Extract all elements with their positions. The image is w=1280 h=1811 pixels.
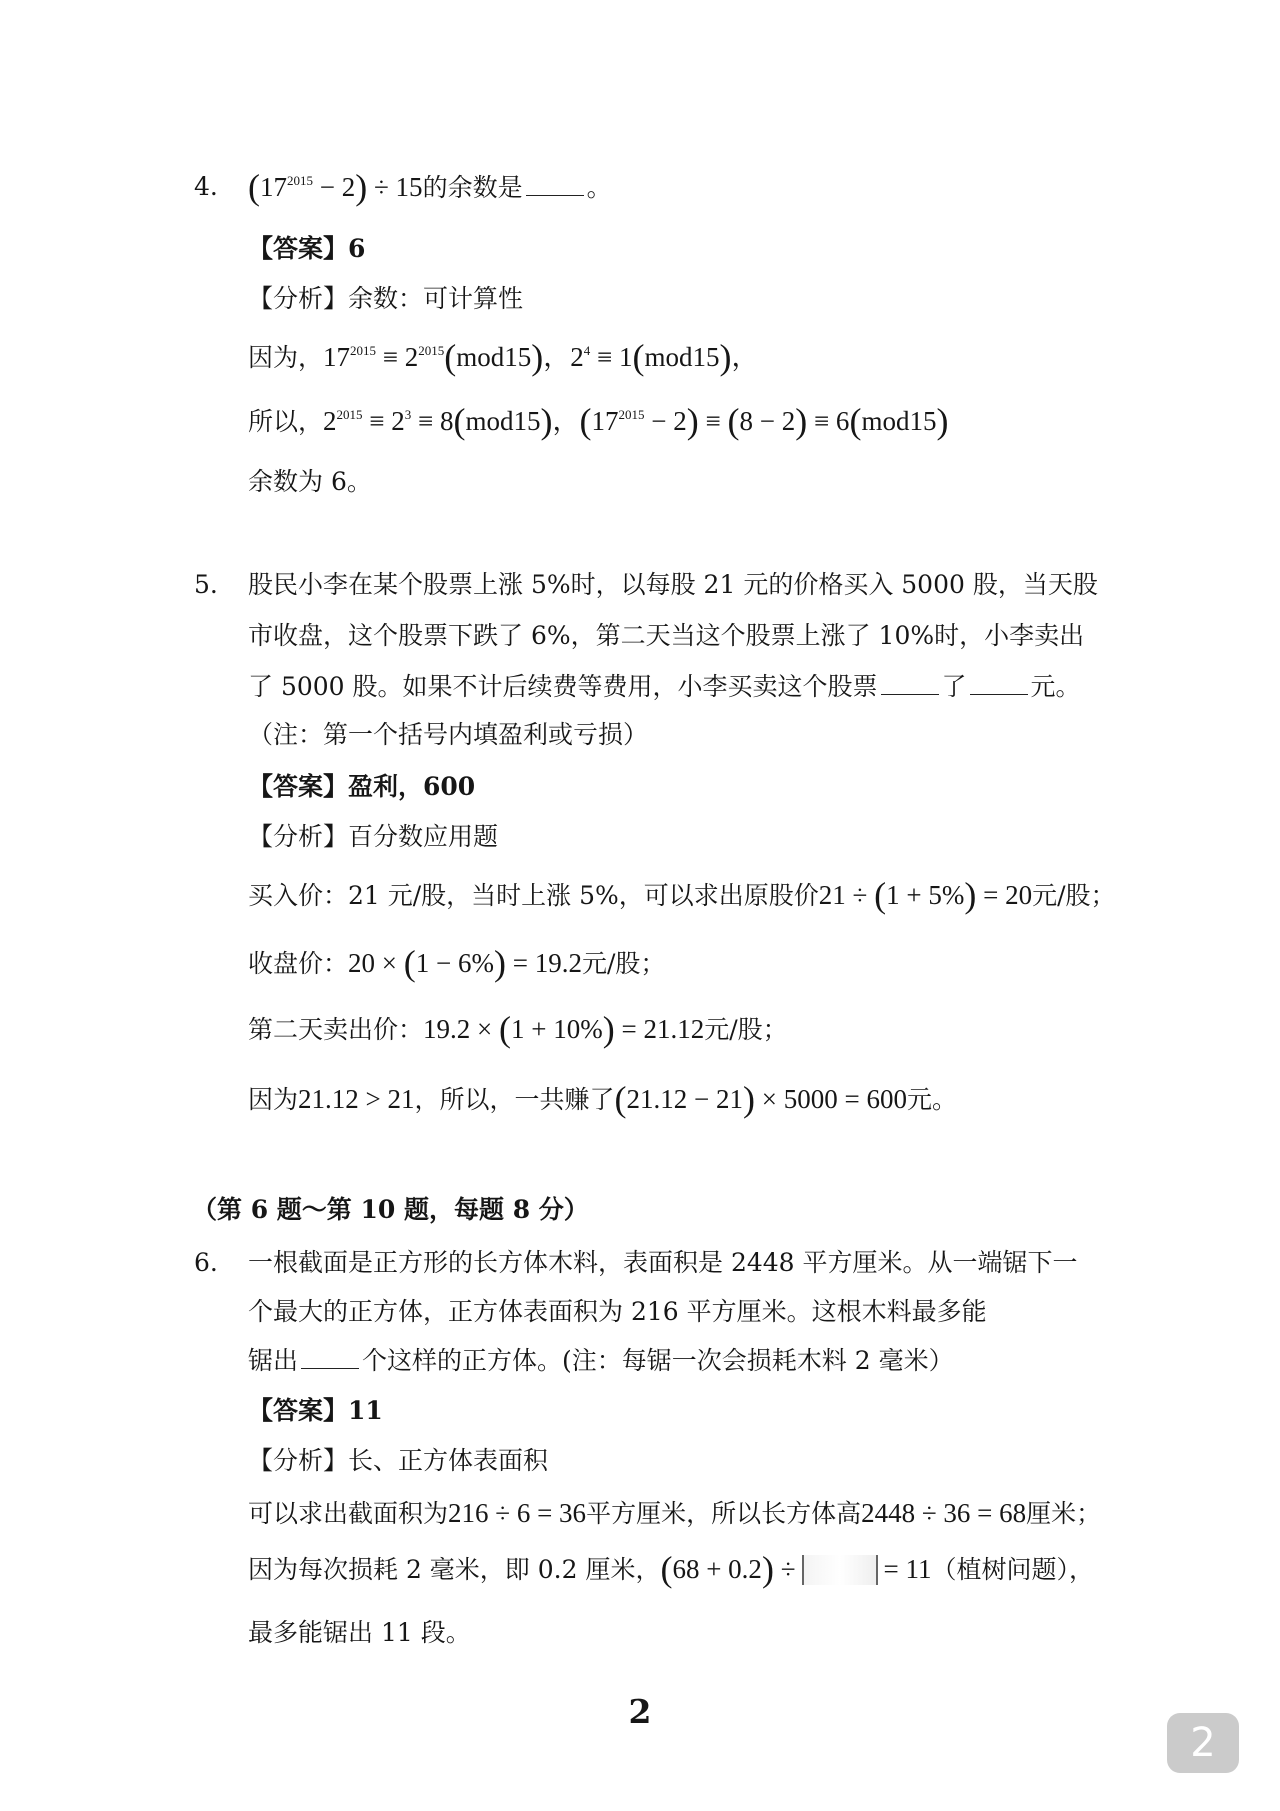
q4-conclusion: 余数为 6。 <box>248 467 372 496</box>
q4-answer: 【答案】6 <box>248 234 366 263</box>
page-number: 2 <box>628 1692 652 1731</box>
q6-loss-a: 因为每次损耗 2 毫米，即 0.2 厘米， <box>248 1555 661 1584</box>
q5-sell-prefix: 第二天卖出价： <box>248 1015 424 1044</box>
q4-stem <box>248 167 612 207</box>
q5-close-math: 20 × (1 − 6%) = 19.2 <box>348 943 582 983</box>
q4-stem-text: 的余数是 <box>422 173 523 202</box>
q5-note: （注：第一个括号内填盈利或亏损） <box>248 720 649 749</box>
q5-buy-prefix: 买入价：21 元/股，当时上涨 5%，可以求出原股价 <box>248 881 819 910</box>
q4-step-2-prefix: 所以， <box>248 407 324 436</box>
q4-stem-end: 。 <box>586 173 612 202</box>
q5-profit-compare: 21.12 > 21 <box>298 1084 415 1114</box>
q5-stem-line-3-c: 元。 <box>1030 672 1081 701</box>
q5-number: 5. <box>194 570 218 599</box>
q6-stem-line-2: 个最大的正方体，正方体表面积为 216 平方厘米。这根木料最多能 <box>248 1297 987 1326</box>
q6-conclusion: 最多能锯出 11 段。 <box>248 1618 471 1647</box>
q5-sell-suffix: 元/股； <box>704 1015 788 1044</box>
q5-profit-mid: ，所以，一共赚了 <box>414 1085 615 1114</box>
q5-close-price <box>248 943 666 983</box>
q6-number: 6. <box>194 1248 218 1277</box>
q6-obscured-term <box>802 1555 878 1585</box>
q5-profit-math: (21.12 − 21) × 5000 = 600 <box>614 1079 907 1119</box>
q5-analysis: 【分析】百分数应用题 <box>248 822 499 851</box>
q6-calc-b: 平方厘米，所以长方体高 <box>586 1499 862 1528</box>
page-badge[interactable]: 2 <box>1167 1713 1239 1773</box>
q6-stem-line-1: 一根截面是正方形的长方体木料，表面积是 2448 平方厘米。从一端锯下一 <box>248 1248 1078 1277</box>
q6-stem-line-3-b: 个这样的正方体。(注：每锯一次会损耗木料 2 毫米） <box>362 1346 954 1375</box>
q6-calc-c: 厘米； <box>1026 1499 1102 1528</box>
q4-step-2-math: $2^{2015} \equiv 2^3 \equiv 8(mod15)$，$(17^{2015} - 2) \equiv (8 - 2) \equiv 6(mod15)$ <box>323 401 949 441</box>
q6-loss-math: (68 + 0.2) ÷ = 11 <box>660 1549 932 1589</box>
q4-step-1-math: $17^{2015} \equiv 2^{2015}(mod15)$，$2^4 \equiv 1(mod15)$， <box>323 337 759 377</box>
section-header: （第 6 题～第 10 题，每题 8 分） <box>192 1195 589 1224</box>
q5-answer-blank-1 <box>881 670 939 695</box>
q6-answer-blank <box>301 1344 359 1369</box>
q6-calc-a: 可以求出截面积为 <box>248 1499 449 1528</box>
q6-analysis: 【分析】长、正方体表面积 <box>248 1446 549 1475</box>
q5-close-prefix: 收盘价： <box>248 949 349 978</box>
q5-buy-math: 21 ÷ (1 + 5%) = 20 <box>818 875 1033 915</box>
q6-loss <box>248 1549 1095 1589</box>
q6-calc-math-1: 216 ÷ 6 = 36 <box>448 1498 587 1528</box>
q5-profit-suffix: 元。 <box>906 1085 957 1114</box>
q5-sell-price <box>248 1009 788 1049</box>
q6-calc <box>248 1496 1101 1531</box>
q5-stem-line-3-b: 了 <box>941 672 967 701</box>
q5-stem-line-3 <box>248 670 1081 704</box>
q4-number: 4. <box>194 172 218 201</box>
q6-answer: 【答案】11 <box>248 1396 383 1425</box>
q5-stem-line-2: 市收盘，这个股票下跌了 6%，第二天当这个股票上涨了 10%时，小李卖出 <box>248 621 1085 650</box>
q5-profit-prefix: 因为 <box>248 1085 299 1114</box>
q4-analysis: 【分析】余数：可计算性 <box>248 284 524 313</box>
q5-buy-suffix: 元/股； <box>1032 881 1116 910</box>
q4-step-1 <box>248 337 759 377</box>
q5-sell-math: 19.2 × (1 + 10%) = 21.12 <box>423 1009 705 1049</box>
q6-loss-b: （植树问题）， <box>931 1555 1095 1584</box>
q5-answer-blank-2 <box>970 670 1028 695</box>
q6-stem-line-3-a: 锯出 <box>248 1346 299 1375</box>
q5-answer: 【答案】盈利，600 <box>248 772 476 801</box>
q5-close-suffix: 元/股； <box>581 949 666 978</box>
q4-expression: $(17^{2015} - 2) \div 15$ <box>248 167 423 207</box>
q5-stem-line-1: 股民小李在某个股票上涨 5%时，以每股 21 元的价格买入 5000 股，当天股 <box>248 570 1098 599</box>
q5-stem-line-3-a: 了 5000 股。如果不计后续费等费用，小李买卖这个股票 <box>248 672 878 701</box>
q6-calc-math-2: 2448 ÷ 36 = 68 <box>861 1498 1027 1528</box>
q4-step-2 <box>248 401 949 441</box>
q6-stem-line-3 <box>248 1344 954 1378</box>
q4-answer-blank <box>526 171 584 196</box>
q4-step-1-prefix: 因为， <box>248 343 324 372</box>
q5-profit <box>248 1079 957 1119</box>
q5-buy-price <box>248 875 1116 915</box>
